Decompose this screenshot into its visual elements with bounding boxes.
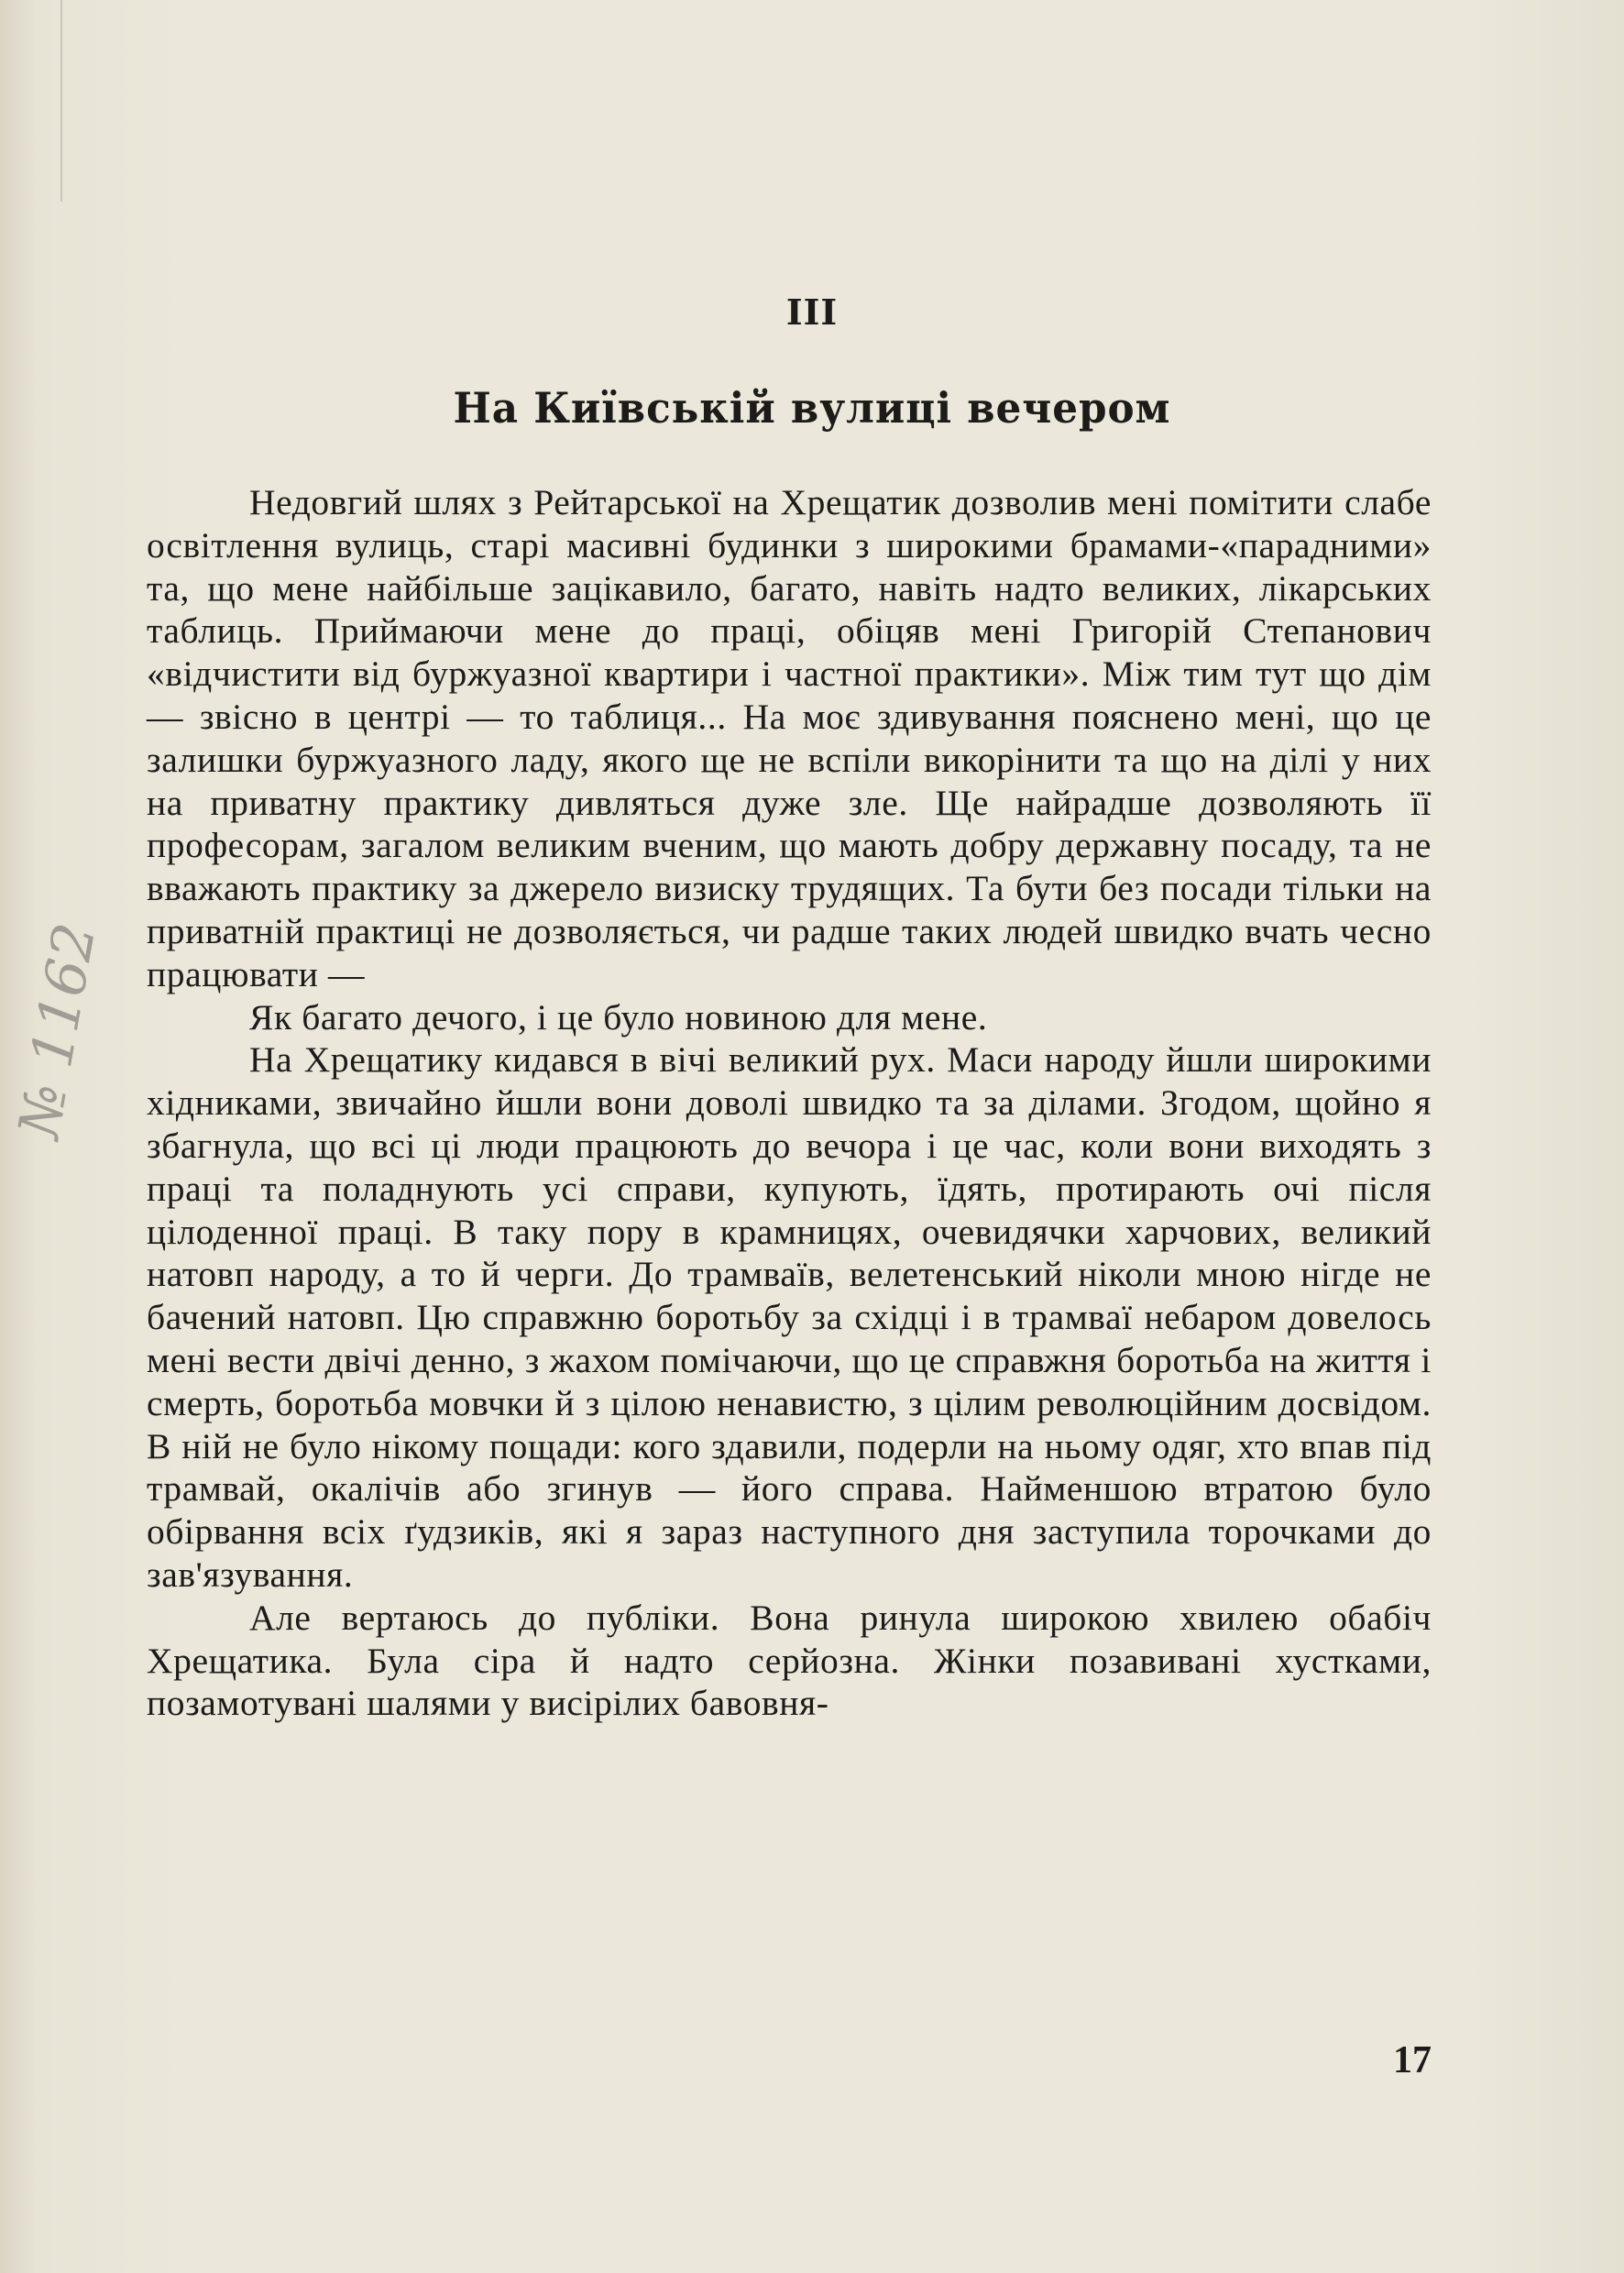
paragraph: Недовгий шлях з Рейтарської на Хрещатик дозволив мені помітити слабе освітлення вулиць, старі масивні будинки з широкими брамами-«парадними» та, що мене найбільше зацікавило, багато, навіть надто великих, лікарських таблиць. Приймаючи мене до праці, обіцяв мені Григорій Степанович «відчистити від буржуазної квартири і частної практики». Між тим тут що дім — звісно в центрі — то таблиця... На моє здивування пояснено мені, що це залишки буржуазного ладу, якого ще не вспіли викорінити та що на ділі у них на приватну практику дивляться дуже зле. Ще найрадше дозволяють її професорам, загалом великим вченим, що мають добру державну посаду, та не вважають практику за джерело визиску трудящих. Та бути без посади тільки на приватній практиці не дозволяється, чи радше таких людей швидко вчать чесно працювати — bbox=[147, 482, 1432, 994]
page-number: 17 bbox=[1393, 2039, 1432, 2081]
chapter-title: На Київській вулиці вечером bbox=[453, 383, 1171, 433]
handwritten-margin-note: № 1162 bbox=[5, 917, 109, 1144]
paragraph: Але вертаюсь до публіки. Вона ринула широкою хвилею обабіч Хрещатика. Була сіра й надто серйозна. Жінки позавивані хустками, позамотувані шалями у висірілих бавовня- bbox=[147, 1597, 1432, 1724]
paragraph: На Хрещатику кидався в вічі великий рух. Маси народу йшли широкими хідниками, звичайно йшли вони доволі швидко та за ділами. Згодом, щойно я збагнула, що всі ці люди працюють до вечора і це час, коли вони виходять з праці та поладнують усі справи, купують, їдять, протирають очі після цілоденної праці. В таку пору в крамницях, очевидячки харчових, великий натовп народу, а то й черги. До трамваїв, велетенський ніколи мною нігде не бачений натовп. Цю справжню боротьбу за східці і в трамваї небаром довелось мені вести двічі денно, з жахом помічаючи, що це справжня боротьба на життя і смерть, боротьба мовчки й з цілою ненавистю, з цілим революційним досвідом. В ній не було нікому пощади: кого здавили, подерли на ньому одяг, хто впав під трамвай, окалічів або згинув — його справа. Найменшою втратою було обірвання всіх ґудзиків, які я зараз наступного дня заступила торочками до зав'язування. bbox=[147, 1039, 1432, 1595]
chapter-number: III bbox=[785, 291, 839, 333]
body-text bbox=[147, 481, 1432, 1725]
paragraph: Як багато дечого, і це було новиною для мене. bbox=[249, 996, 988, 1038]
page-edge-mark bbox=[60, 0, 62, 202]
